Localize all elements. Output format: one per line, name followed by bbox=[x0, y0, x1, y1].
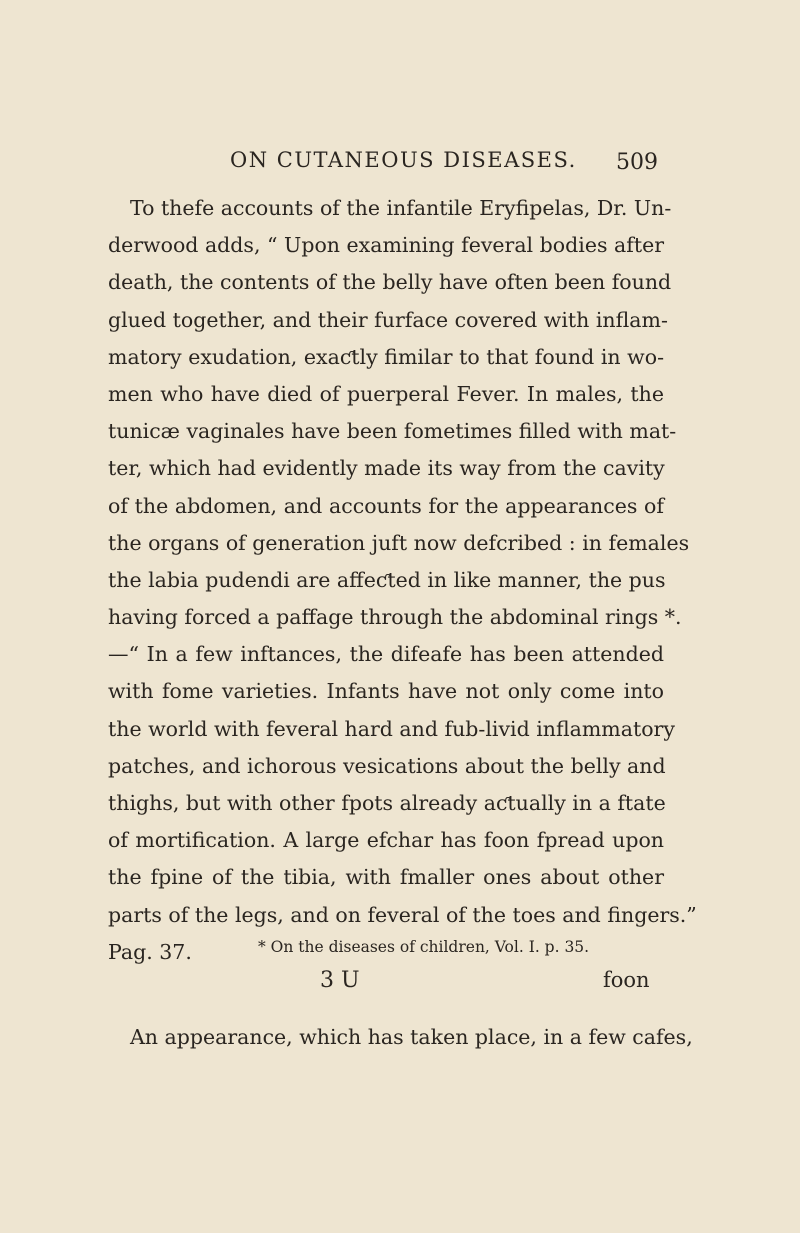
text-line: of the abdomen, and accounts for the appearances of bbox=[108, 493, 664, 518]
catchword: foon bbox=[603, 968, 650, 992]
text-line: the labia pudendi are affeƈted in like manner, the pus bbox=[108, 567, 666, 592]
text-line: derwood adds, “ Upon examining feveral bodies after bbox=[108, 233, 664, 258]
text-line: the organs of generation juft now defcribed : in females bbox=[108, 530, 690, 555]
footnote: * On the diseases of children, Vol. I. p. 35. bbox=[258, 938, 590, 956]
signature-mark: 3 U bbox=[320, 968, 360, 993]
text-line: An appearance, which has taken place, in a few cafes, bbox=[130, 1024, 693, 1049]
text-line: glued together, and their furface covered with inflam- bbox=[108, 307, 668, 332]
text-line: parts of the legs, and on feveral of the toes and fingers.” bbox=[108, 902, 697, 927]
text-line: having forced a paffage through the abdominal rings *. bbox=[108, 605, 682, 630]
text-line: patches, and ichorous vesications about the belly and bbox=[108, 753, 666, 778]
citation-line: Pag. 37. bbox=[108, 939, 192, 964]
text-line: thighs, but with other fpots already aƈtually in a ftate bbox=[108, 791, 666, 815]
text-line: To thefe accounts of the infantile Eryfipelas, Dr. Un- bbox=[130, 196, 672, 220]
paragraph-gap bbox=[108, 971, 664, 1019]
text-line: of mortification. A large efchar has foon fpread upon bbox=[108, 828, 664, 853]
body-text bbox=[108, 190, 697, 1056]
text-line: tunicæ vaginales have been fometimes filled with mat- bbox=[108, 419, 677, 444]
text-line: men who have died of puerperal Fever. In males, the bbox=[108, 381, 664, 406]
text-line: the fpine of the tibia, with fmaller ones about other bbox=[108, 865, 664, 890]
page-number: 509 bbox=[616, 150, 658, 175]
text-line: ter, which had evidently made its way from the cavity bbox=[108, 456, 665, 481]
text-line: —“ In a few inftances, the difeafe has been attended bbox=[108, 642, 664, 667]
running-head bbox=[0, 148, 800, 182]
text-line: with fome varieties. Infants have not only come into bbox=[108, 679, 664, 704]
text-line: matory exudation, exaƈtly fimilar to that found in wo- bbox=[108, 344, 664, 369]
text-line: the world with feveral hard and fub-livid inflammatory bbox=[108, 716, 675, 741]
text-line: death, the contents of the belly have often been found bbox=[108, 270, 672, 295]
running-title: ON CUTANEOUS DISEASES. bbox=[230, 148, 577, 172]
